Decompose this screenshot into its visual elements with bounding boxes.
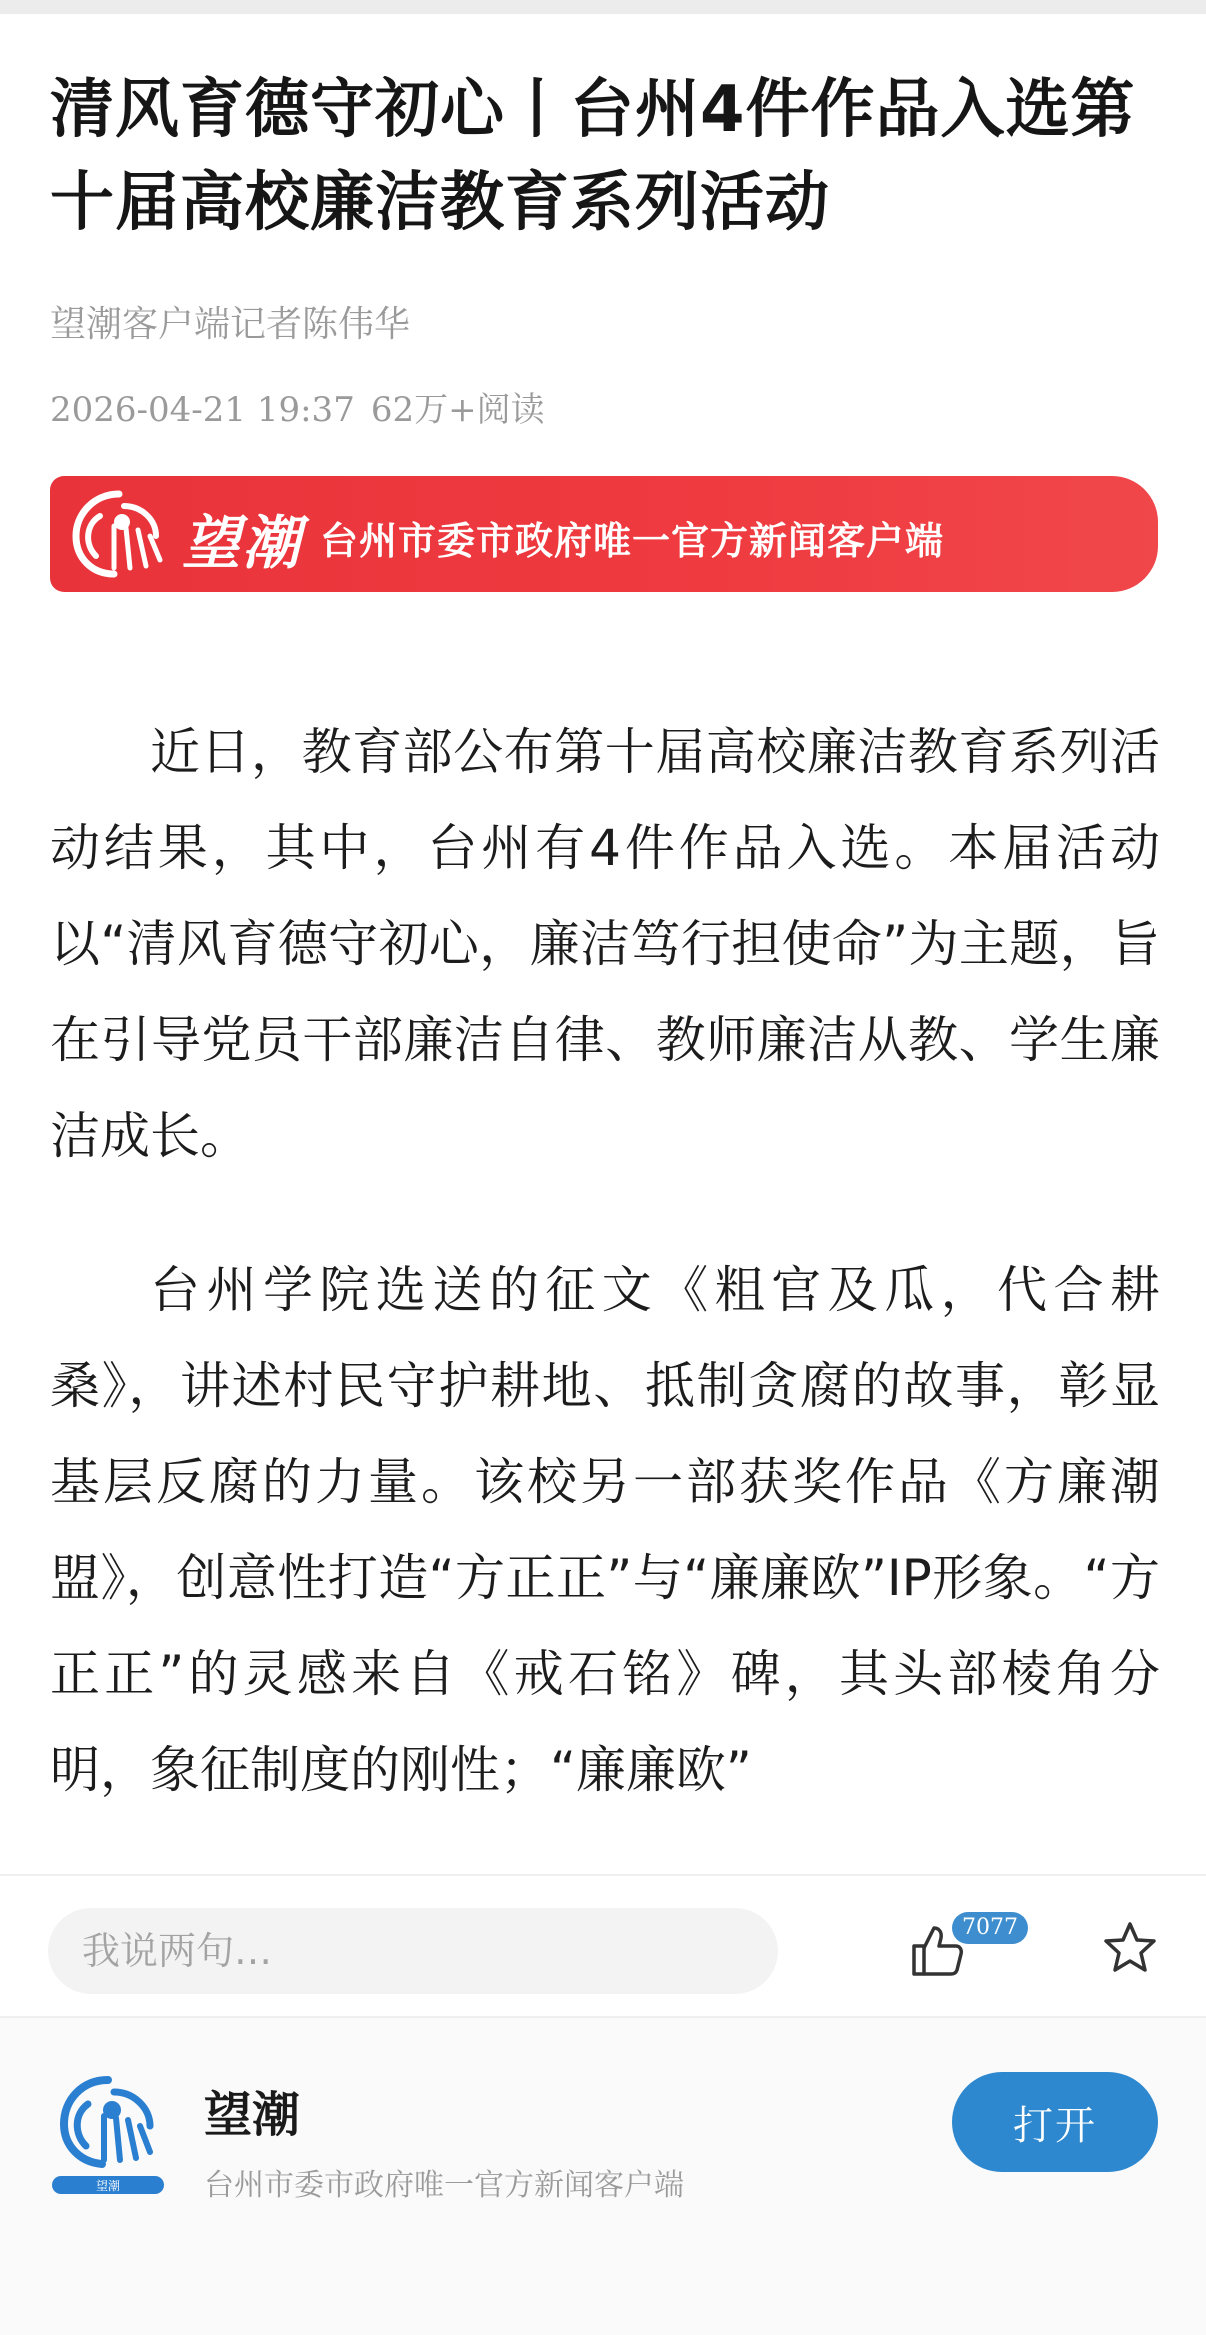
- article-paragraph: 近日，教育部公布第十届高校廉洁教育系列活动结果，其中，台州有4件作品入选。本届活动以“清风育德守初心，廉洁笃行担使命”为主题，旨在引导党员干部廉洁自律、教师廉洁从教、学生廉洁成长。: [50, 723, 1160, 1165]
- app-download-bar: [0, 2016, 1206, 2335]
- article-author: 望潮客户端记者陈伟华: [50, 304, 411, 345]
- star-icon[interactable]: [1102, 1920, 1158, 1976]
- wave-logo-icon: [64, 486, 174, 582]
- banner-brand: 望潮: [182, 509, 303, 577]
- article-paragraph: 台州学院选送的征文《粗官及瓜，代合耕桑》，讲述村民守护耕地、抵制贪腐的故事，彰显基层反腐的力量。该校另一部获奖作品《方廉潮盟》，创意性打造“方正正”与“廉廉欧”IP形象。“方正正”的灵感来自《戒石铭》碑，其头部棱角分明，象征制度的刚性；“廉廉欧”: [50, 1261, 1160, 1799]
- article-meta: [50, 382, 561, 431]
- top-strip: [0, 0, 1206, 14]
- app-name: 望潮: [204, 2087, 301, 2143]
- app-logo-icon: [48, 2070, 168, 2200]
- comment-bar: [0, 1876, 1206, 2016]
- article-views: 62万+阅读: [370, 390, 545, 430]
- banner-slogan: 台州市委市政府唯一官方新闻客户端: [320, 519, 945, 563]
- app-banner: [50, 476, 1158, 592]
- app-logo-label: 望潮: [95, 2179, 121, 2193]
- like-count-badge: 7077: [952, 1912, 1028, 1944]
- article-body: [50, 704, 1160, 1874]
- comment-input[interactable]: [48, 1908, 778, 1994]
- open-app-button[interactable]: 打开: [952, 2072, 1158, 2172]
- app-description: 台州市委市政府唯一官方新闻客户端: [204, 2168, 684, 2203]
- article-content[interactable]: [0, 14, 1206, 1874]
- article-date: 2026-04-21 19:37: [50, 390, 355, 430]
- article-title: 清风育德守初心丨台州4件作品入选第十届高校廉洁教育系列活动: [50, 73, 1136, 240]
